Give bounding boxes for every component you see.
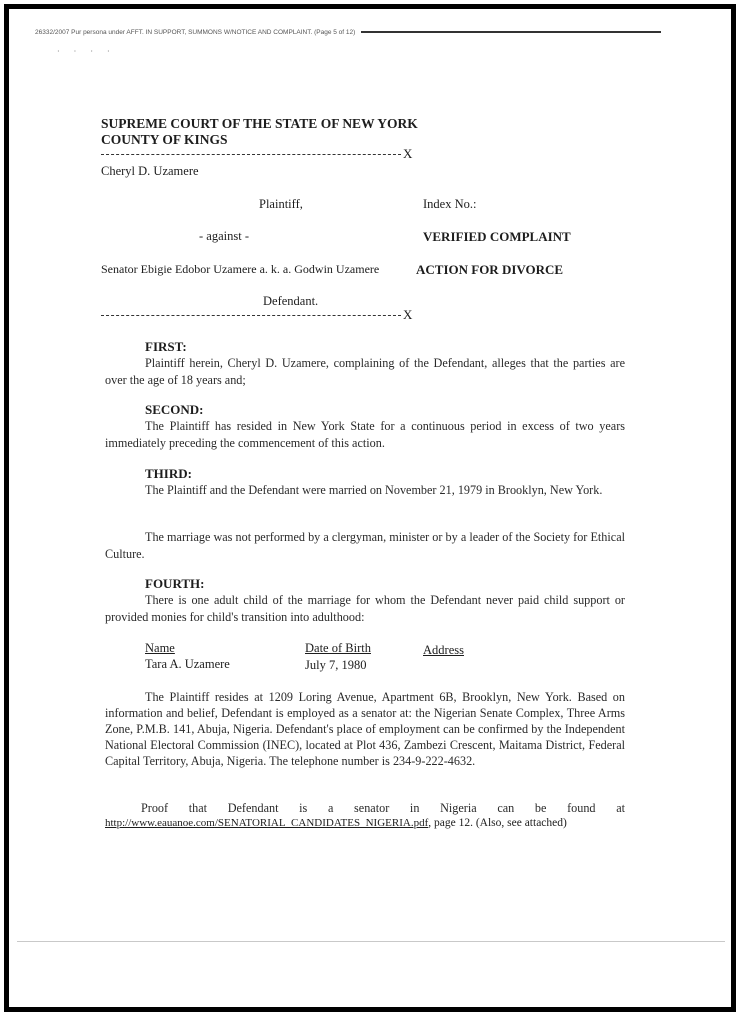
residence-paragraph: The Plaintiff resides at 1209 Loring Avenue, Apartment 6B, Brooklyn, New York. Based on information and belief, Defendant is employed as a senator at: the Nigerian Senate Complex, Three Arms Zone, P.M.B. 141, Abuja, Nigeria. Defendant's place of employment can be confirmed by the Independent National Electoral Commission (INEC), located at Plot 436, Zambezi Crescent, Maitama District, Federal Capital Territory, Abuja, Nigeria. The telephone number is 234-9-222-4632. — [105, 690, 625, 768]
section-second-heading: SECOND: — [145, 402, 204, 417]
caption-divider-bottom — [101, 315, 401, 316]
document-frame — [4, 4, 736, 1012]
child-name: Tara A. Uzamere — [145, 657, 230, 671]
section-fourth-heading: FOURTH: — [145, 576, 205, 591]
caption-x-bottom: X — [403, 307, 413, 322]
child-dob: July 7, 1980 — [305, 658, 367, 672]
scan-specks: · · · · — [57, 47, 116, 56]
proof-text: Proof that Defendant is a senator in Nigeria can be found at — [141, 801, 625, 815]
proof-suffix: , page 12. (Also, see attached) — [428, 817, 567, 829]
scan-bottom-edge — [17, 941, 725, 942]
proof-link-line — [105, 817, 567, 829]
fax-header — [35, 29, 715, 36]
document-title: VERIFIED COMPLAINT — [423, 229, 571, 244]
child-table-header-dob: Date of Birth — [305, 641, 371, 655]
section-third-text: The Plaintiff and the Defendant were married on November 21, 1979 in Brooklyn, New York. — [145, 483, 603, 497]
proof-link[interactable]: http://www.eauanoe.com/SENATORIAL_CANDIDATES_NIGERIA.pdf — [105, 817, 429, 829]
action-type: ACTION FOR DIVORCE — [416, 262, 564, 277]
fax-header-rule — [361, 31, 661, 34]
index-number-label: Index No.: — [423, 197, 477, 211]
caption-x-top: X — [403, 146, 413, 161]
complaint-page — [9, 9, 731, 1007]
court-title-line2: COUNTY OF KINGS — [101, 132, 228, 147]
child-table-header-name: Name — [145, 641, 175, 655]
against-label: - against - — [199, 229, 249, 243]
court-title-line1: SUPREME COURT OF THE STATE OF NEW YORK — [101, 116, 418, 131]
child-table-header-address: Address — [423, 643, 464, 657]
section-first-heading: FIRST: — [145, 339, 187, 354]
defendant-role: Defendant. — [263, 294, 319, 308]
fax-header-text: 26332/2007 Pur persona under AFFT. IN SUPPORT, SUMMONS W/NOTICE AND COMPLAINT. (Page 5 of 12) — [35, 29, 356, 36]
section-fourth-text: There is one adult child of the marriage for whom the Defendant never paid child support or provided monies for child's transition into adulthood: — [105, 593, 625, 624]
section-second-text: The Plaintiff has resided in New York State for a continuous period in excess of two years immediately preceding the commencement of this action. — [105, 419, 625, 450]
section-first-text: Plaintiff herein, Cheryl D. Uzamere, complaining of the Defendant, alleges that the parties are over the age of 18 years and; — [105, 356, 625, 387]
section-third-heading: THIRD: — [145, 466, 192, 481]
plaintiff-name: Cheryl D. Uzamere — [101, 164, 199, 178]
defendant-name: Senator Ebigie Edobor Uzamere a. k. a. Godwin Uzamere — [101, 262, 380, 276]
plaintiff-role: Plaintiff, — [259, 197, 303, 211]
proof-paragraph — [105, 800, 625, 817]
caption-divider-top — [101, 154, 401, 155]
section-third-text-2: The marriage was not performed by a clergyman, minister or by a leader of the Society for Ethical Culture. — [105, 530, 625, 561]
